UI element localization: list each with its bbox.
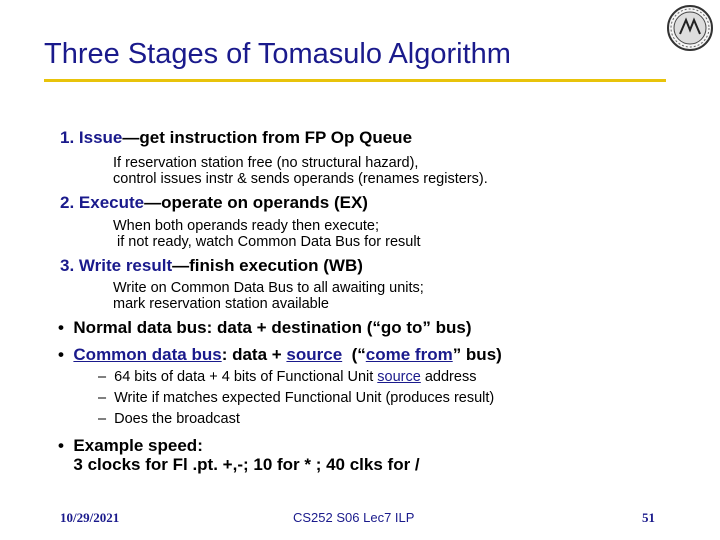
stage-write-heading [60, 256, 363, 276]
footer-course: CS252 S06 Lec7 ILP [293, 510, 415, 525]
come-from-term: come from [365, 345, 453, 364]
common-text-3: ” bus) [452, 345, 502, 364]
dash2-text: Write if matches expected Functional Unit (produces result) [114, 390, 495, 406]
common-text-2: (“ [342, 345, 366, 364]
stage-write-detail: Write on Common Data Bus to all awaiting units; mark reservation station available [113, 280, 424, 312]
university-seal-icon [666, 4, 714, 52]
bullet-dot-icon: • [58, 318, 74, 337]
bullet-example-speed [58, 436, 420, 474]
bullet-normal-text: Normal data bus: data + destination (“go to” bus) [73, 318, 472, 337]
dash1-text-end: address [420, 369, 477, 385]
dash-item-1 [98, 369, 476, 385]
bullet-normal-bus [58, 318, 472, 338]
dash1-text: 64 bits of data + 4 bits of Functional Unit [114, 369, 378, 385]
stage-issue-label: 1. Issue [60, 128, 123, 147]
stage-execute-detail: When both operands ready then execute; if not ready, watch Common Data Bus for result [113, 218, 421, 250]
stage-execute-desc: —operate on operands (EX) [144, 193, 368, 212]
stage-execute-heading [60, 193, 368, 213]
bullet-dot-icon: • [58, 436, 74, 455]
page-number: 51 [642, 510, 655, 525]
dash-item-2 [98, 390, 494, 406]
dash-item-3 [98, 411, 240, 427]
bullet-dot-icon: • [58, 345, 74, 364]
source-term: source [286, 345, 343, 364]
dash-icon: – [98, 411, 115, 427]
dash3-text: Does the broadcast [114, 411, 240, 427]
common-data-bus-term: Common data bus [73, 345, 222, 364]
example-speed-text: Example speed: 3 clocks for Fl .pt. +,-; 10 for * ; 40 clks for / [73, 436, 420, 474]
dash1-source-term: source [377, 369, 421, 385]
bullet-common-bus [58, 345, 502, 365]
stage-issue-heading [60, 128, 412, 148]
stage-issue-detail: If reservation station free (no structural hazard), control issues instr & sends operands (renames registers). [113, 155, 488, 187]
dash-icon: – [98, 390, 115, 406]
stage-write-desc: —finish execution (WB) [172, 256, 363, 275]
stage-execute-label: 2. Execute [60, 193, 145, 212]
title-underline [44, 79, 666, 82]
dash-icon: – [98, 369, 115, 385]
slide-title: Three Stages of Tomasulo Algorithm [44, 38, 511, 70]
stage-issue-desc: —get instruction from FP Op Queue [122, 128, 413, 147]
stage-write-label: 3. Write result [60, 256, 173, 275]
common-text-1: : data + [221, 345, 287, 364]
footer-date: 10/29/2021 [60, 510, 120, 525]
